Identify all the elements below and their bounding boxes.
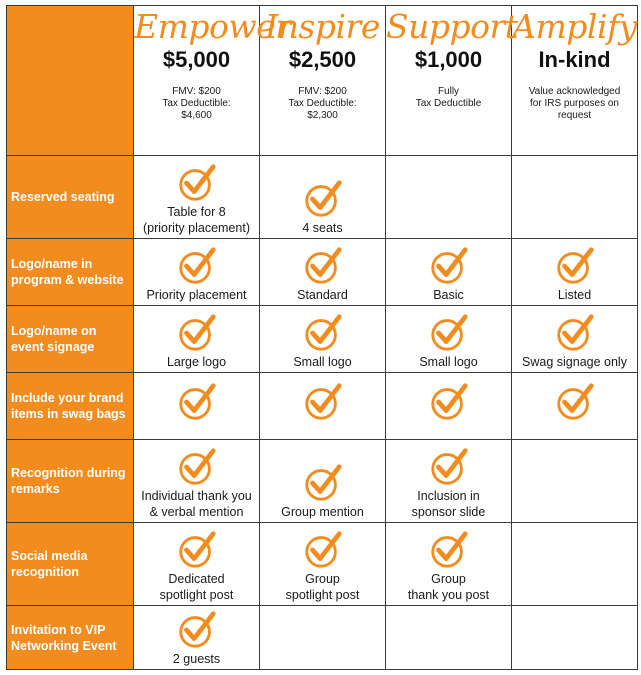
tier-note: Fully Tax Deductible — [415, 86, 482, 109]
benefit-detail: Table for 8 (priority placement) — [143, 205, 250, 235]
tier-note: FMV: $200 Tax Deductible: $2,300 — [288, 86, 357, 121]
checkmark-icon — [428, 529, 470, 571]
checkmark-icon — [176, 529, 218, 571]
benefit-cell-support — [386, 440, 512, 523]
benefit-cell-support — [386, 523, 512, 606]
benefit-cell-amplify — [512, 156, 638, 239]
benefit-detail: 2 guests — [172, 652, 221, 666]
checkmark-icon — [302, 178, 344, 220]
benefit-detail: Listed — [557, 288, 592, 302]
benefit-row-logo-name-on-event-signage — [7, 306, 638, 373]
checkmark-icon — [428, 381, 470, 423]
tier-price: $1,000 — [414, 47, 483, 72]
benefit-row-reserved-seating — [7, 156, 638, 239]
benefit-cell-amplify — [512, 306, 638, 373]
benefit-detail: Swag signage only — [522, 355, 627, 369]
benefit-detail: Group thank you post — [407, 572, 490, 602]
benefit-detail: Large logo — [166, 355, 227, 369]
tier-name: Inspire — [265, 7, 380, 46]
benefit-detail: Small logo — [419, 355, 478, 369]
checkmark-icon — [554, 312, 596, 354]
checkmark-icon — [302, 529, 344, 571]
benefit-cell-inspire — [260, 373, 386, 440]
benefit-label: Invitation to VIP Networking Event — [7, 606, 134, 670]
benefit-cell-empower — [134, 306, 260, 373]
checkmark-icon — [302, 245, 344, 287]
benefit-cell-support — [386, 239, 512, 306]
benefit-detail: Group spotlight post — [285, 572, 360, 602]
benefit-cell-inspire — [260, 523, 386, 606]
benefit-cell-support — [386, 373, 512, 440]
benefit-row-social-media-recognition — [7, 523, 638, 606]
benefit-cell-empower — [134, 606, 260, 670]
tier-note: FMV: $200 Tax Deductible: $4,600 — [162, 86, 231, 121]
benefit-label: Recognition during remarks — [7, 440, 134, 523]
tier-note: Value acknowledged for IRS purposes on request — [528, 86, 621, 121]
benefit-cell-amplify — [512, 523, 638, 606]
benefit-cell-amplify — [512, 440, 638, 523]
benefit-detail: Dedicated spotlight post — [159, 572, 234, 602]
benefit-detail: Basic — [433, 288, 464, 302]
benefit-cell-empower — [134, 373, 260, 440]
checkmark-icon — [176, 312, 218, 354]
tier-header-inspire — [260, 6, 386, 156]
tier-header-support — [386, 6, 518, 156]
tier-price: In-kind — [538, 47, 611, 72]
tier-name: Amplify — [512, 7, 637, 46]
benefit-cell-amplify — [512, 606, 638, 670]
checkmark-icon — [428, 312, 470, 354]
benefit-cell-support — [386, 606, 512, 670]
benefit-detail: Group mention — [281, 505, 364, 519]
benefit-cell-support — [386, 156, 512, 239]
tier-price: $5,000 — [162, 47, 231, 72]
checkmark-icon — [554, 381, 596, 423]
checkmark-icon — [176, 446, 218, 488]
benefit-detail: Inclusion in sponsor slide — [411, 489, 486, 519]
checkmark-icon — [176, 381, 218, 423]
benefit-detail: Individual thank you & verbal mention — [141, 489, 252, 519]
benefit-label: Include your brand items in swag bags — [7, 373, 134, 440]
checkmark-icon — [176, 245, 218, 287]
corner-cell — [7, 6, 134, 156]
benefit-label: Logo/name on event signage — [7, 306, 134, 373]
benefit-detail: Priority placement — [146, 288, 247, 302]
sponsorship-table — [6, 5, 638, 670]
benefit-label: Reserved seating — [7, 156, 134, 239]
benefit-cell-empower — [134, 156, 260, 239]
checkmark-icon — [302, 381, 344, 423]
tier-name: Support — [386, 7, 518, 46]
checkmark-icon — [176, 162, 218, 204]
benefit-label: Logo/name in program & website — [7, 239, 134, 306]
benefit-cell-support — [386, 306, 512, 373]
checkmark-icon — [302, 312, 344, 354]
benefit-detail: Standard — [297, 288, 348, 302]
tier-price: $2,500 — [288, 47, 357, 72]
benefit-label: Social media recognition — [7, 523, 134, 606]
benefit-cell-empower — [134, 440, 260, 523]
checkmark-icon — [428, 245, 470, 287]
benefit-row-logo-name-in-program-website — [7, 239, 638, 306]
benefit-row-include-your-brand-items-in-swag-bags — [7, 373, 638, 440]
benefit-row-invitation-to-vip-networking-event — [7, 606, 638, 670]
checkmark-icon — [302, 462, 344, 504]
tier-header-empower — [134, 6, 291, 156]
benefit-cell-amplify — [512, 239, 638, 306]
benefit-cell-inspire — [260, 306, 386, 373]
benefit-detail: Small logo — [293, 355, 352, 369]
tier-header-row — [7, 6, 638, 156]
checkmark-icon — [176, 609, 218, 651]
benefit-cell-empower — [134, 239, 260, 306]
tier-header-amplify — [512, 6, 638, 156]
benefit-row-recognition-during-remarks — [7, 440, 638, 523]
benefit-cell-inspire — [260, 156, 386, 239]
benefit-detail: 4 seats — [302, 221, 343, 235]
benefit-cell-inspire — [260, 239, 386, 306]
benefit-cell-empower — [134, 523, 260, 606]
benefit-cell-amplify — [512, 373, 638, 440]
checkmark-icon — [554, 245, 596, 287]
benefit-cell-inspire — [260, 606, 386, 670]
benefit-cell-inspire — [260, 440, 386, 523]
tier-name: Empower — [134, 7, 291, 46]
checkmark-icon — [428, 446, 470, 488]
